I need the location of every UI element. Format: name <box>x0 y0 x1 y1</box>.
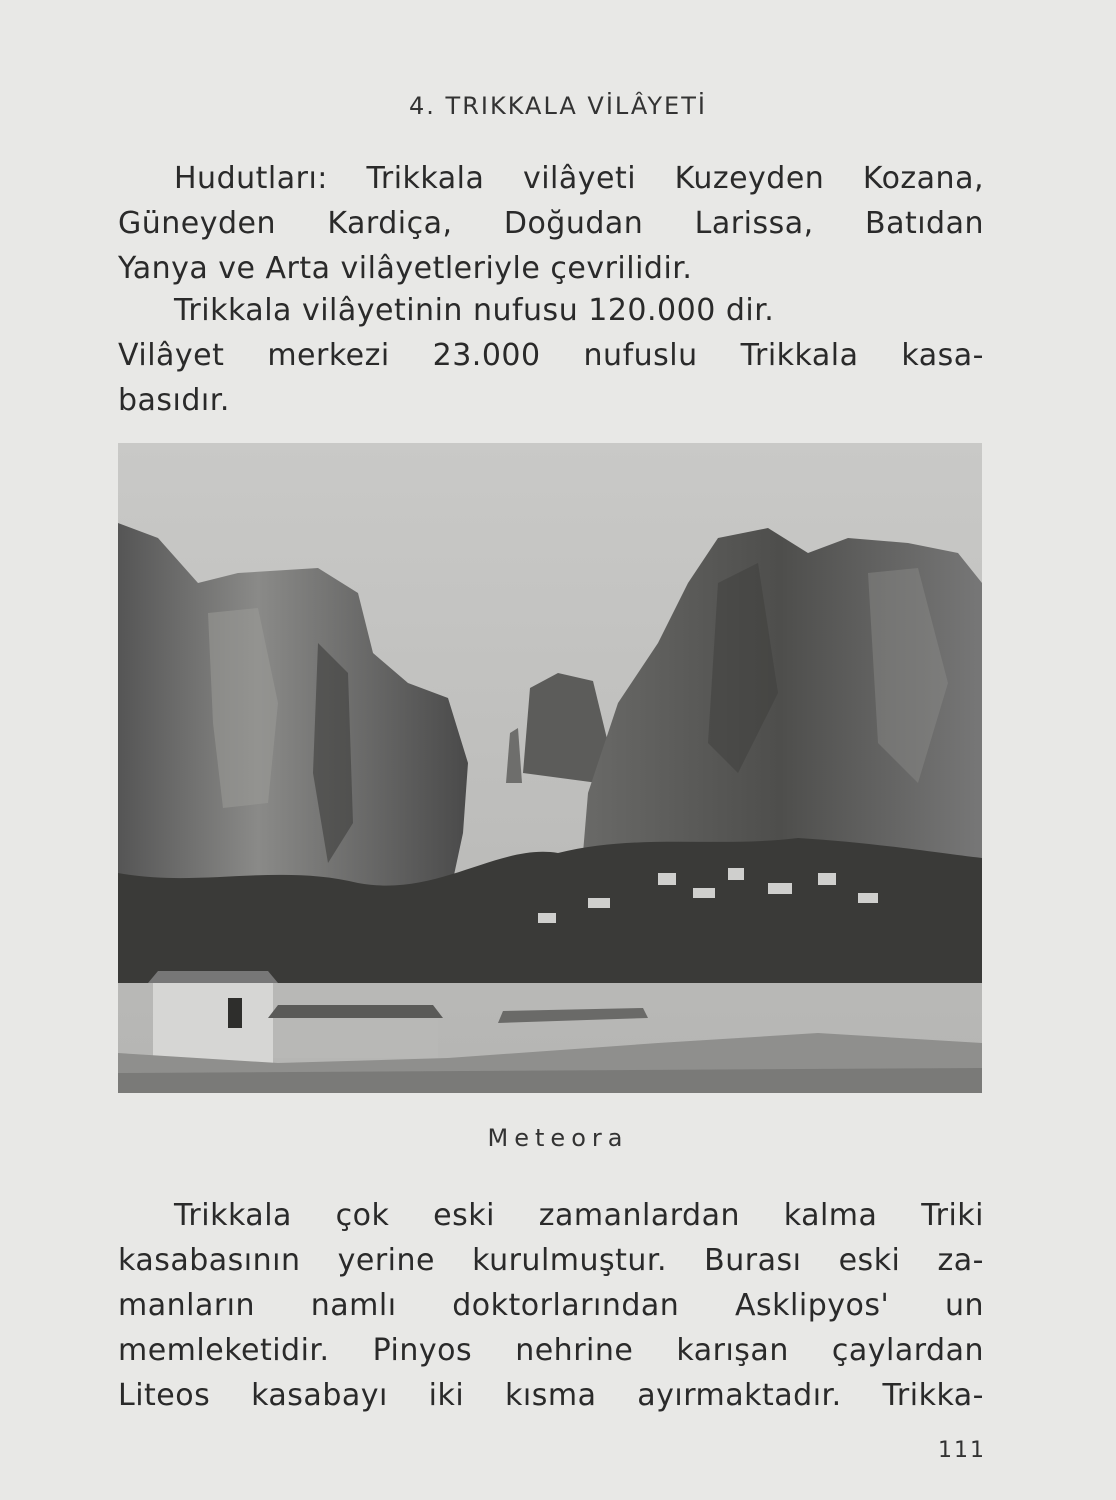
text-line: Hudutları: Trikkala vilâyeti Kuzeyden Kozana, <box>174 161 984 196</box>
paragraph-borders <box>118 156 984 291</box>
paragraph-population <box>118 288 984 423</box>
page-number: 111 <box>938 1438 986 1463</box>
text-line: memleketidir. Pinyos nehrine karışan çaylardan <box>118 1333 984 1368</box>
text-line: Yanya ve Arta vilâyetleriyle çevrilidir. <box>118 251 693 286</box>
landscape-illustration <box>118 443 982 1093</box>
text-line: Trikkala çok eski zamanlardan kalma Triki <box>174 1198 984 1233</box>
text-line: kasabasının yerine kurulmuştur. Burası eski za- <box>118 1243 984 1278</box>
text-line: basıdır. <box>118 383 230 418</box>
text-line: Liteos kasabayı iki kısma ayırmaktadır. Trikka- <box>118 1378 984 1413</box>
meteora-photo <box>118 443 982 1093</box>
paragraph-history <box>118 1193 984 1418</box>
text-line: Güneyden Kardiça, Doğudan Larissa, Batıdan <box>118 206 984 241</box>
text-line: Trikkala vilâyetinin nufusu 120.000 dir. <box>174 293 775 328</box>
section-heading: 4. TRIKKALA VİLÂYETİ <box>409 92 707 120</box>
text-line: manların namlı doktorlarından Asklipyos' un <box>118 1288 984 1323</box>
photo-caption: Meteora <box>487 1124 629 1152</box>
text-line: Vilâyet merkezi 23.000 nufuslu Trikkala kasa- <box>118 338 984 373</box>
